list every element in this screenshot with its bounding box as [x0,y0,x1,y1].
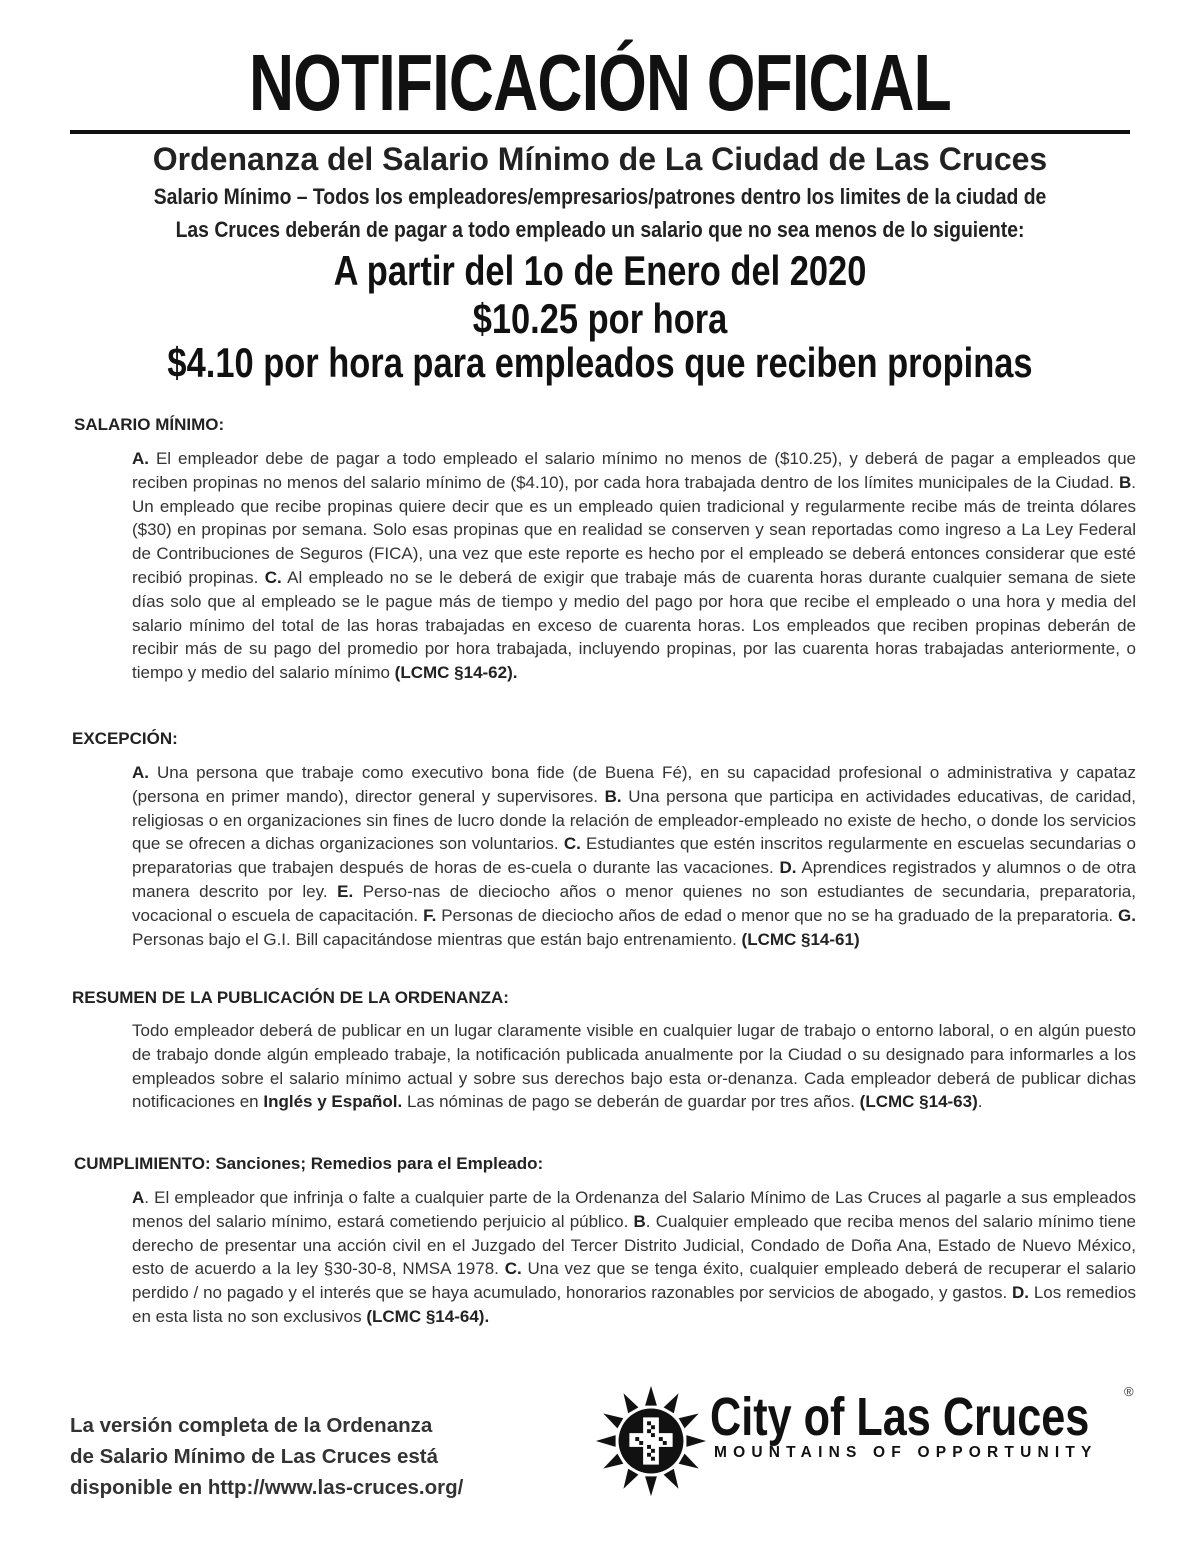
clause-label: E. [337,881,354,901]
effective-date: A partir del 1o de Enero del 2020 [333,247,867,294]
sun-cross-icon [592,1382,710,1500]
ordinance-title: Ordenanza del Salario Mínimo de La Ciudad de Las Cruces [152,141,1048,177]
clause-label: B [1118,472,1132,492]
clause-text: . Cualquier empleado que reciba menos del salario mínimo tiene derecho de presentar una acción civil en el Juzgado del Tercer Distrito Judicial, Condado de Doña Ana, Estado de Nuevo México, esto de acuerdo a la ley §30-30-8, NMSA 1978. [132,1211,1136,1279]
clause-text: Todo empleador deberá de publicar en un lugar claramente visible en cualquier lugar de trabajo o entorno laboral, o en algún puesto de trabajo donde algún empleado trabaje, la notificación publicada anualmente por la Ciudad o su designado para informarles a los empleados sobre el salario mínimo actual y sobre sus derechos bajo esta or-denanza. Cada empleador deberá de publicar dichas notificaciones en [132,1021,1136,1112]
clause-label: C. [264,567,282,587]
intro-text [60,180,1140,246]
clause-text: Las nóminas de pago se deberán de guardar por tres años. [402,1092,860,1112]
clause-label: B [633,1211,646,1231]
clause-text: Perso-nas de dieciocho años o menor quienes no son estudiantes de secundaria, preparatoria, vocacional o escuela de capacitación. [132,881,1136,925]
languages-highlight: Inglés y Español. [263,1092,403,1112]
clause-text: El empleador debe de pagar a todo empleado el salario mínimo no menos de ($10.25), y deberá de pagar a empleados que reciben propinas no menos del salario mínimo de ($4.10), por cada hora trabajada dentro de los límites municipales de la Ciudad. [132,449,1136,492]
clause-text: Una persona que trabaje como executivo bona fide (de Buena Fé), en su capacidad profesional o administrativa y capataz (persona en primer mando), director general y supervisores. [132,763,1136,806]
clause-label: A. [132,763,149,782]
page-title: NOTIFICACIÓN OFICIAL [249,38,951,127]
section-title-minimum-wage: SALARIO MÍNIMO: [74,415,225,434]
citation: (LCMC §14-62). [394,663,518,683]
clause-label: C. [563,834,581,854]
footer-line-1: La versión completa de la Ordenanza [70,1414,433,1437]
citation: (LCMC §14-61) [741,929,860,949]
hourly-rate: $10.25 por hora [472,295,728,342]
clause-text: . [977,1092,983,1112]
intro-line-1: Salario Mínimo – Todos los empleadores/empresarios/patrones dentro los limites de la ciudad de [153,184,1047,209]
clause-text: . El empleador que infrinja o falte a cualquier parte de la Ordenanza del Salario Mínimo de Las Cruces al pagarle a sus empleados menos del salario mínimo, estará cometiendo perjuicio al público. [132,1188,1136,1231]
intro-line-2: Las Cruces deberán de pagar a todo empleado un salario que no sea menos de lo siguiente: [175,217,1025,242]
section-body-minimum-wage [132,447,1136,685]
logo-tagline: MOUNTAINS OF OPPORTUNITY [714,1444,1098,1461]
clause-label: D. [1012,1283,1029,1303]
clause-text: Una persona que participa en actividades educativas, de caridad, religiosas o en organizaciones sin fines de lucro donde la relación de empleador-empleado no existe de hecho, o donde los servicios que se ofrecen a dichas organizaciones son voluntarios. [132,786,1136,854]
section-body-exception [132,761,1136,951]
tipped-rate: $4.10 por hora para empleados que reciben propinas [167,339,1033,386]
clause-text: Personas de dieciocho años de edad o menor que no se ha graduado de la preparatoria. [436,905,1119,925]
section-title-enforcement: CUMPLIMIENTO: Sanciones; Remedios para el Empleado: [74,1154,544,1173]
clause-text: Personas bajo el G.I. Bill capacitándose mientras que están bajo entrenamiento. [132,929,742,949]
registered-mark: ® [1124,1384,1134,1399]
section-title-exception: EXCEPCIÓN: [72,729,178,748]
clause-text: Los remedios en esta lista no son exclusivos [132,1283,1136,1326]
citation: (LCMC §14-64). [366,1306,490,1326]
logo-name: City of Las Cruces [710,1387,1090,1447]
clause-text: Una vez que se tenga éxito, cualquier empleado deberá de recuperar el salario perdido / no pagado y el interés que se haya acumulado, honorarios razonables por servicios de abogado, y gastos. [132,1259,1136,1303]
clause-label: B. [604,786,622,806]
section-body-posting [132,1019,1136,1114]
clause-text: Aprendices registrados y alumnos o de otra manera descrito por ley. [132,858,1136,901]
city-logo [592,1382,1132,1512]
clause-label: C. [504,1259,522,1279]
clause-text: Al empleado no se le deberá de exigir que trabaje más de cuarenta horas durante cualquier semana de siete días solo que al empleado se le pague más de tiempo y medio del pago por hora que recibe el empleado o una hora y media del salario mínimo del total de las horas trabajadas en exceso de cuarenta horas. Los empleados que reciben propinas deberán de recibir más de su pago del promedio por hora trabajada, incluyendo propinas, por las cuarenta horas trabajadas anteriormente, o tiempo y medio del salario mínimo [132,567,1136,683]
section-title-posting: RESUMEN DE LA PUBLICACIÓN DE LA ORDENANZA: [72,988,509,1007]
full-version-note [70,1410,540,1503]
footer-line-2: de Salario Mínimo de Las Cruces está [70,1445,438,1468]
clause-text: Estudiantes que estén inscritos regularmente en escuelas secundarias o preparatorias que trabajen después de horas de es-cuela o durante las vacaciones. [132,834,1136,878]
section-body-enforcement [132,1186,1136,1329]
clause-text: . Un empleado que recibe propinas quiere decir que es un empleado quien tradicional y regularmente recibe más de treinta dólares ($30) en propinas por semana. Solo esas propinas que en realidad se conserven y sean reportadas como ingreso a La Ley Federal de Contribuciones de Seguros (FICA), una vez que este reporte es hecho por el empleado se deberá entonces considerar que esté recibió propinas. [132,472,1136,587]
title-divider [70,130,1130,134]
citation: (LCMC §14-63) [859,1092,978,1112]
footer-line-3: disponible en http://www.las-cruces.org/ [70,1476,464,1499]
clause-label: G. [1118,905,1136,925]
clause-label: A [132,1188,145,1207]
clause-label: F. [423,905,437,925]
clause-label: D. [779,858,797,878]
clause-label: A. [132,449,149,468]
